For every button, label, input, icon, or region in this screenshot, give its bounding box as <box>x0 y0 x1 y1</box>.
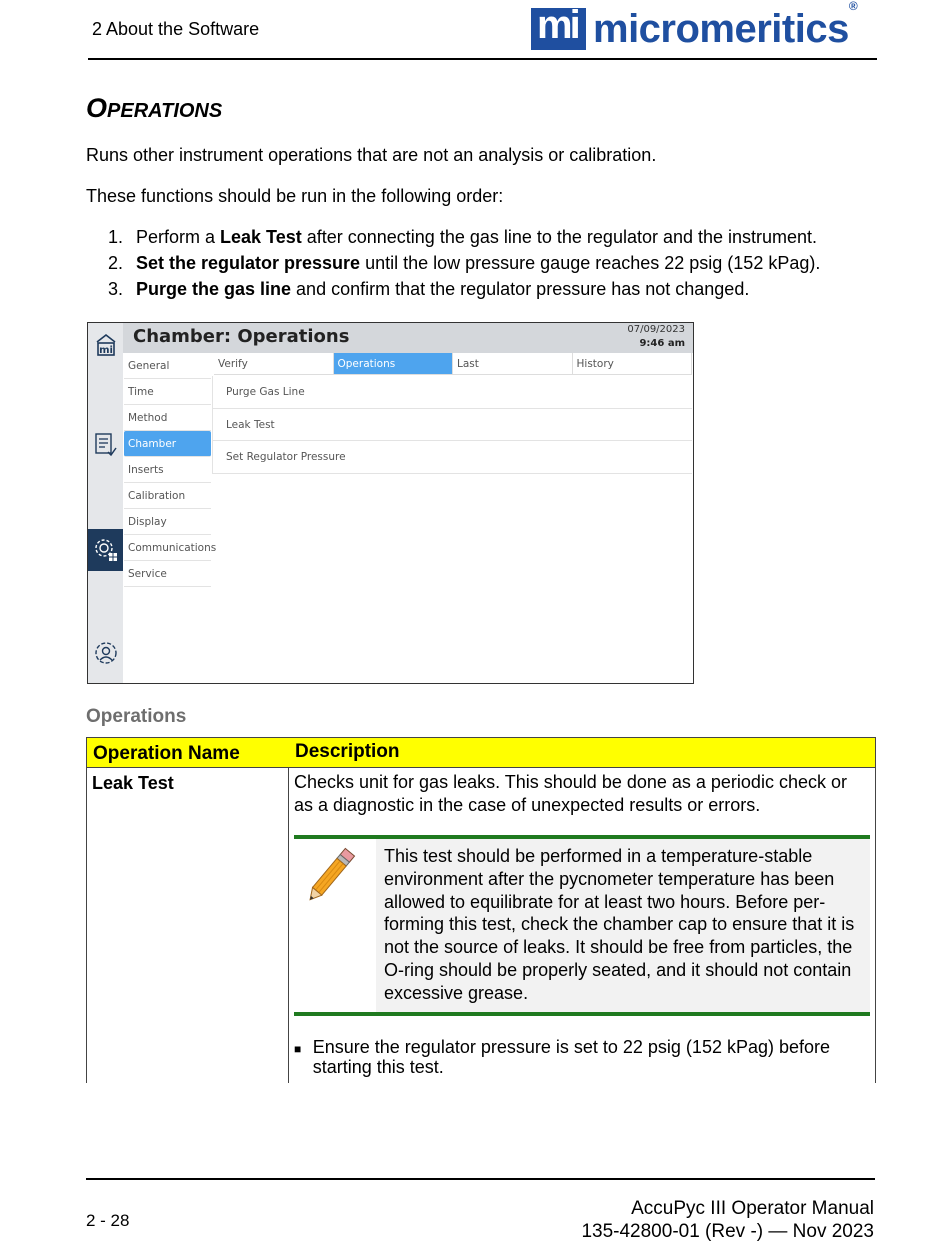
description-cell: Checks unit for gas leaks. This should be done as a periodic check or as a diagnostic in the case of unexpected results or errors. <box>294 772 847 815</box>
manual-title: AccuPyc III Operator Manual <box>631 1198 874 1219</box>
logo-wordmark: micromeritics® <box>593 0 858 51</box>
bullet-square-icon: ■ <box>294 1042 302 1056</box>
bullet-text: Ensure the regulator pressure is set to 22 psig (152 kPag) before starting this test. <box>312 1037 831 1077</box>
document-number: 135-42800-01 (Rev -) — Nov 2023 <box>581 1221 874 1242</box>
instrument-screenshot <box>87 322 694 684</box>
operations-list <box>212 376 692 474</box>
tab-verify[interactable]: Verify <box>214 353 334 374</box>
order-paragraph: These functions should be run in the following order: <box>86 186 504 206</box>
steps-list <box>108 226 820 304</box>
header-description: Description <box>295 741 400 762</box>
tab-last[interactable]: Last <box>453 353 573 374</box>
menu-item-time[interactable]: Time <box>124 379 211 405</box>
user-settings-icon[interactable] <box>88 635 123 671</box>
note-text: This test should be performed in a temperature-stable environment after the pycnometer temperature has been allowed to equilibrate for at least two hours. Before performing this test, check the chamber cap to ensure that it is not the source of leaks. It should be free from particles, the O-ring should be properly seated, and it should not contain excessive grease. <box>384 846 855 1003</box>
menu-item-method[interactable]: Method <box>124 405 211 431</box>
settings-menu <box>124 353 217 587</box>
table-caption: Operations <box>86 706 187 727</box>
tab-operations[interactable]: Operations <box>334 353 454 374</box>
logo-mark: mi <box>531 8 586 50</box>
menu-item-inserts[interactable]: Inserts <box>124 457 211 483</box>
menu-item-communications[interactable]: Communications <box>124 535 211 561</box>
menu-item-general[interactable]: General <box>124 353 211 379</box>
page-number: 2 - 28 <box>86 1211 130 1230</box>
tab-history[interactable]: History <box>573 353 693 374</box>
table-border-right <box>875 737 876 1083</box>
table-border-left <box>86 737 87 1083</box>
report-list-icon[interactable] <box>88 427 123 463</box>
pencil-icon <box>300 841 360 911</box>
note-rule-bottom <box>294 1012 870 1016</box>
operation-leak-test[interactable]: Leak Test <box>212 409 692 442</box>
operation-purge-gas-line[interactable]: Purge Gas Line <box>212 376 692 409</box>
menu-item-calibration[interactable]: Calibration <box>124 483 211 509</box>
column-divider <box>288 737 289 1083</box>
header-rule <box>88 58 877 60</box>
micromeritics-logo <box>531 0 858 51</box>
screen-tabs <box>214 353 692 375</box>
bullet-item <box>294 1037 869 1077</box>
screen-titlebar <box>123 323 693 353</box>
footer-rule <box>86 1178 875 1180</box>
header-operation-name: Operation Name <box>93 743 240 764</box>
list-item: 1. Perform a Leak Test after connecting the gas line to the regulator and the instrument. <box>108 227 818 247</box>
list-item: 2. Set the regulator pressure until the low pressure gauge reaches 22 psig (152 kPag). <box>108 253 821 273</box>
icon-rail <box>88 323 123 683</box>
list-item: 3. Purge the gas line and confirm that the regulator pressure has not changed. <box>108 279 750 299</box>
menu-item-display[interactable]: Display <box>124 509 211 535</box>
screen-time: 9:46 am <box>639 338 685 349</box>
section-heading: OPERATIONS <box>86 93 223 123</box>
note-box <box>294 835 870 1017</box>
screen-date: 07/09/2023 <box>627 324 685 335</box>
table-header-row <box>86 737 876 768</box>
running-header-section: 2 About the Software <box>92 19 260 39</box>
operation-set-regulator-pressure[interactable]: Set Regulator Pressure <box>212 441 692 474</box>
home-mi-icon[interactable] <box>88 327 123 363</box>
menu-item-chamber[interactable]: Chamber <box>124 431 211 457</box>
operation-name-cell: Leak Test <box>92 773 174 793</box>
svg-text:mi: mi <box>98 345 113 356</box>
intro-paragraph: Runs other instrument operations that are not an analysis or calibration. <box>86 145 657 165</box>
menu-item-service[interactable]: Service <box>124 561 211 587</box>
settings-grid-icon[interactable] <box>88 529 123 571</box>
screen-title: Chamber: Operations <box>133 326 350 347</box>
